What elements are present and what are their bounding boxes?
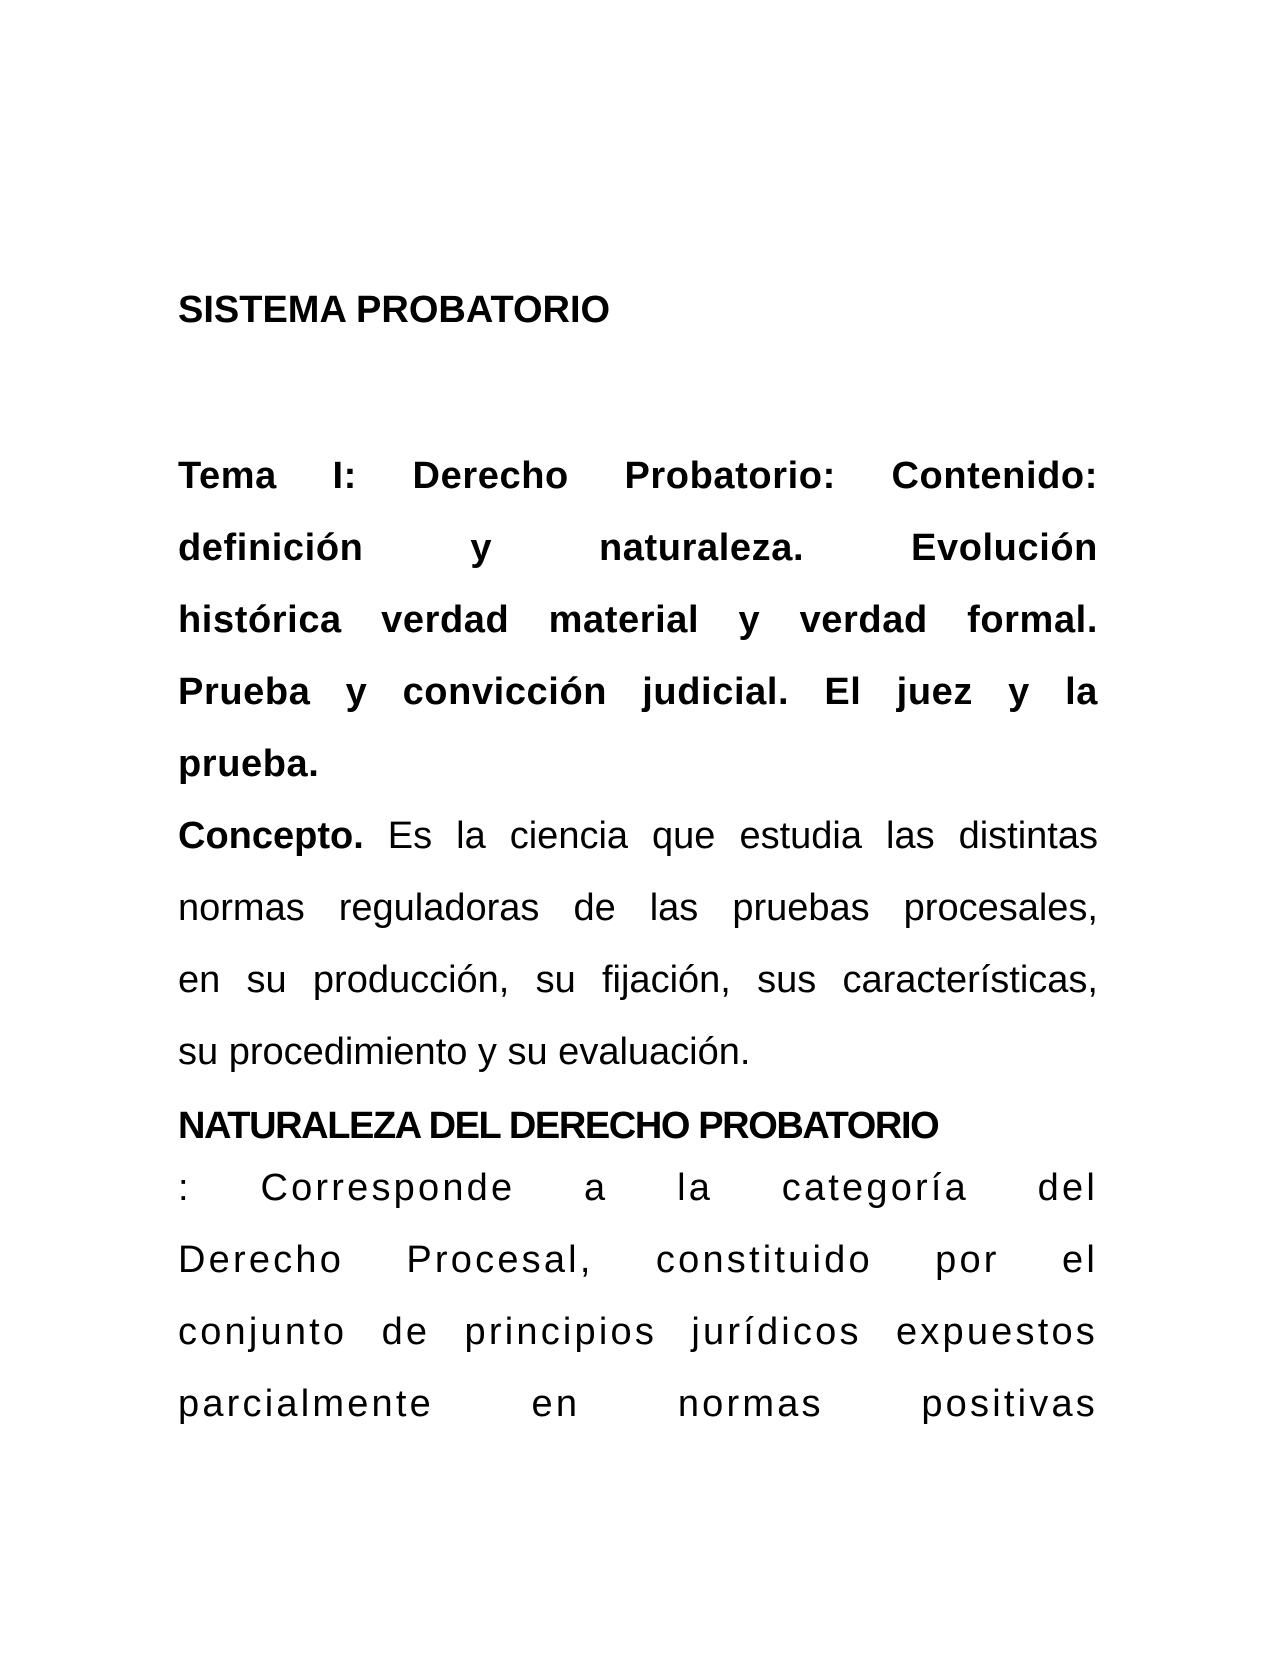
title-text: SISTEMA PROBATORIO — [178, 289, 611, 331]
naturaleza-line-2: Derecho Procesal, constituido por el — [178, 1239, 1098, 1281]
document-title — [178, 289, 1098, 346]
concepto-line-1-rest: Es la ciencia que estudia las distintas — [363, 815, 1098, 857]
concepto-lead: Concepto. — [178, 815, 364, 857]
tema-paragraph — [178, 440, 1098, 800]
naturaleza-line-4: parcialmente en normas positivas — [178, 1383, 1098, 1425]
tema-line-1: Tema I: Derecho Probatorio: Contenido: — [178, 455, 1098, 497]
tema-line-2: definición y naturaleza. Evolución — [178, 527, 1098, 569]
concepto-line-2: normas reguladoras de las pruebas procesales, — [178, 887, 1098, 929]
concepto-line-4: su procedimiento y su evaluación. — [178, 1031, 751, 1073]
concepto-line-3: en su producción, su fijación, sus características, — [178, 959, 1098, 1001]
naturaleza-line-1: : Corresponde a la categoría del — [178, 1167, 1098, 1209]
tema-line-4: Prueba y convicción judicial. El juez y la — [178, 671, 1098, 713]
concepto-line-1 — [178, 800, 1098, 872]
tema-line-3: histórica verdad material y verdad formal. — [178, 599, 1098, 641]
tema-line-5: prueba. — [178, 743, 320, 785]
naturaleza-line-3: conjunto de principios jurídicos expuestos — [178, 1311, 1098, 1353]
concepto-paragraph — [178, 800, 1098, 1088]
naturaleza-paragraph — [178, 1152, 1098, 1440]
naturaleza-heading-text: NATURALEZA DEL DERECHO PROBATORIO — [178, 1105, 939, 1147]
